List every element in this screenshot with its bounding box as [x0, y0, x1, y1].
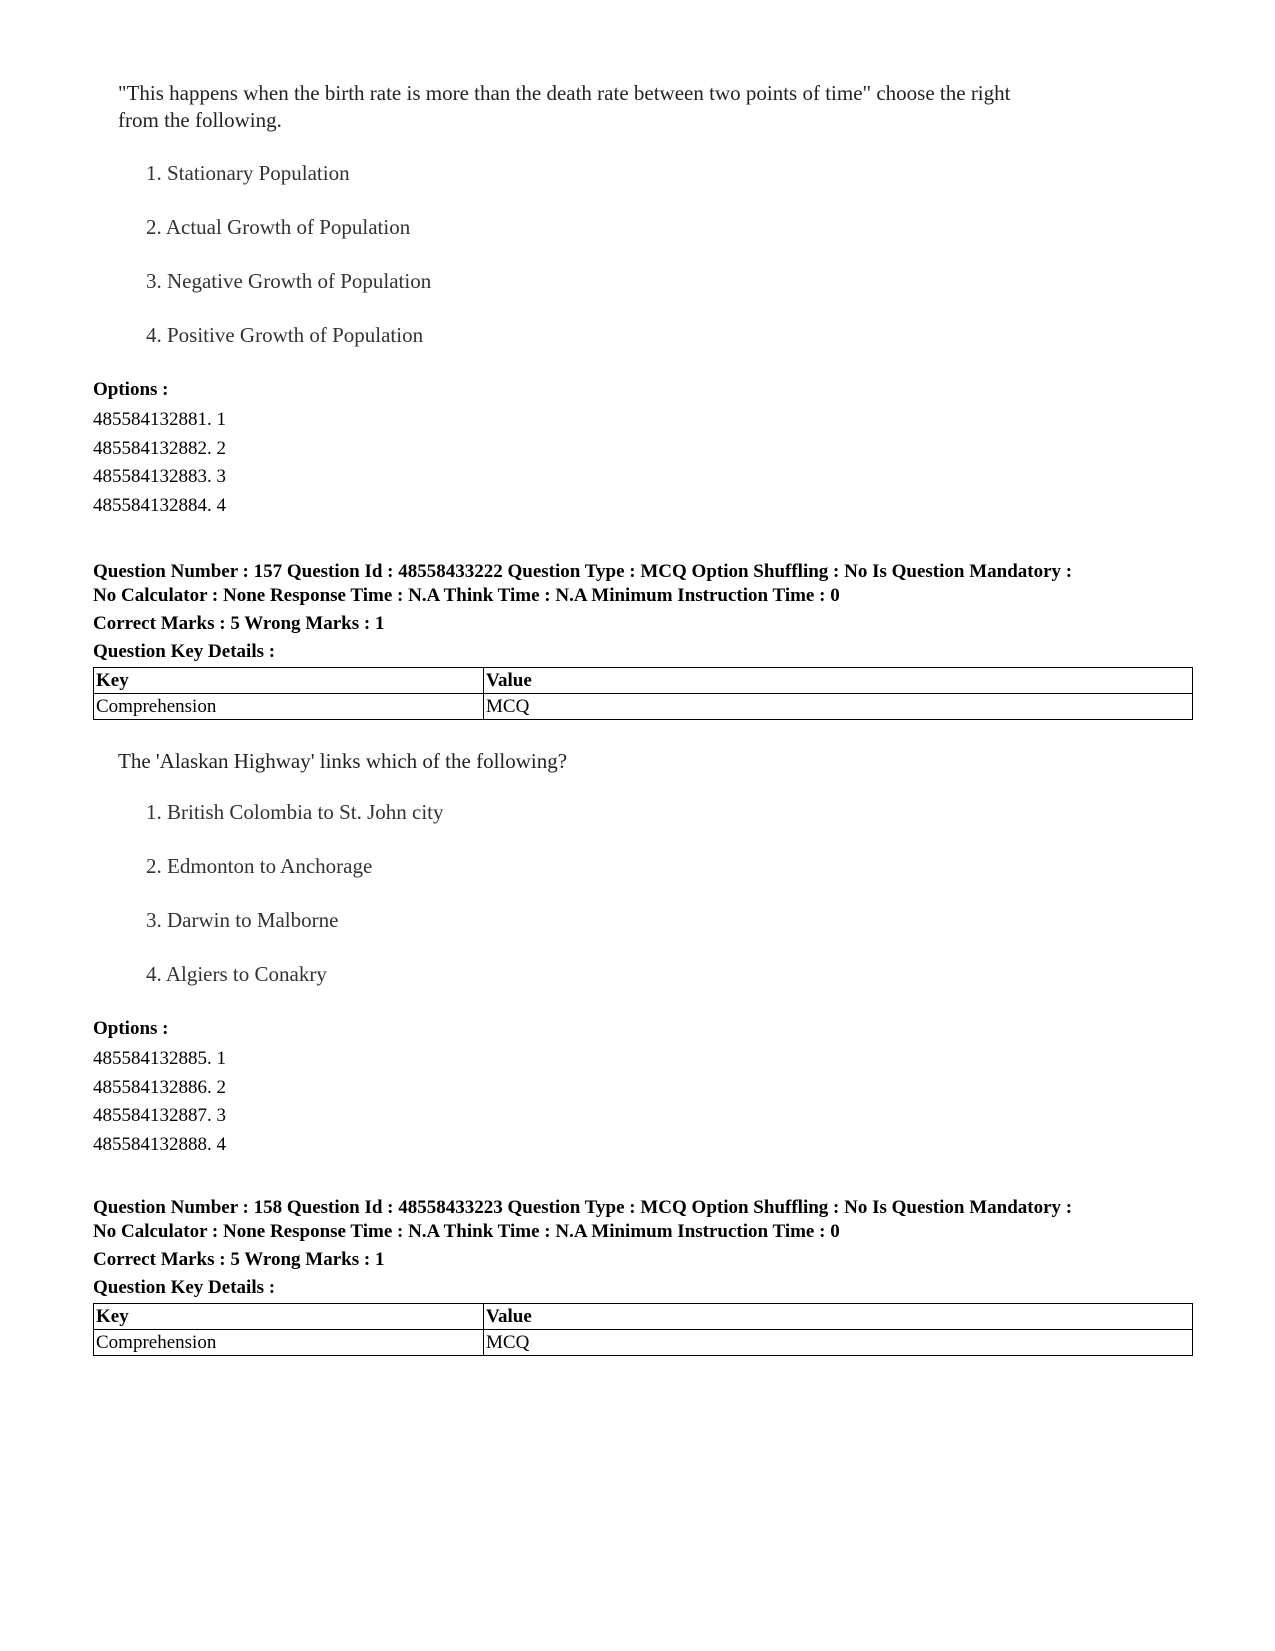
options-label: Options :	[93, 1018, 169, 1039]
question-156-choices	[146, 160, 431, 376]
meta-line: Question Number : 157 Question Id : 48558433222 Question Type : MCQ Option Shuffling : No Is Question Mandatory :	[93, 561, 1073, 582]
meta-line: No Calculator : None Response Time : N.A Think Time : N.A Minimum Instruction Time : 0	[93, 1221, 840, 1242]
table-row	[94, 694, 1193, 720]
option-id: 485584132888. 4	[93, 1133, 226, 1155]
question-158-meta	[93, 1196, 1203, 1244]
header-value: Value	[484, 1304, 1193, 1330]
choice-item: 1. Stationary Population	[146, 161, 350, 185]
question-158-marks: Correct Marks : 5 Wrong Marks : 1	[93, 1249, 385, 1270]
header-key: Key	[94, 1304, 484, 1330]
option-id: 485584132882. 2	[93, 437, 226, 459]
question-157-marks: Correct Marks : 5 Wrong Marks : 1	[93, 613, 385, 634]
choice-item: 4. Algiers to Conakry	[146, 962, 327, 986]
options-label: Options :	[93, 379, 169, 400]
question-156-options	[93, 406, 226, 520]
cell-key: Comprehension	[94, 694, 484, 720]
table-row	[94, 1330, 1193, 1356]
question-key-details-label: Question Key Details :	[93, 1277, 276, 1298]
header-key: Key	[94, 668, 484, 694]
question-157-choices	[146, 799, 444, 1015]
question-157-text: The 'Alaskan Highway' links which of the following?	[118, 749, 568, 773]
option-id: 485584132887. 3	[93, 1105, 226, 1126]
question-157-key-table	[93, 667, 1193, 720]
choice-item: 3. Darwin to Malborne	[146, 908, 339, 932]
option-id: 485584132883. 3	[93, 466, 226, 487]
question-156-text	[118, 80, 1128, 134]
choice-item: 2. Edmonton to Anchorage	[146, 854, 373, 878]
table-header-row	[94, 1304, 1193, 1330]
question-key-details-label: Question Key Details :	[93, 641, 276, 662]
question-text-line: from the following.	[118, 108, 282, 132]
question-157-meta	[93, 560, 1203, 608]
header-value: Value	[484, 668, 1193, 694]
choice-item: 1. British Colombia to St. John city	[146, 800, 444, 824]
option-id: 485584132885. 1	[93, 1048, 226, 1069]
table-header-row	[94, 668, 1193, 694]
meta-line: Question Number : 158 Question Id : 48558433223 Question Type : MCQ Option Shuffling : No Is Question Mandatory :	[93, 1197, 1073, 1218]
cell-key: Comprehension	[94, 1330, 484, 1356]
cell-value: MCQ	[484, 1330, 1193, 1356]
option-id: 485584132881. 1	[93, 409, 226, 430]
choice-item: 2. Actual Growth of Population	[146, 215, 411, 239]
question-text-line: "This happens when the birth rate is more than the death rate between two points of time" choose the right	[118, 81, 1011, 105]
option-id: 485584132884. 4	[93, 494, 226, 516]
meta-line: No Calculator : None Response Time : N.A Think Time : N.A Minimum Instruction Time : 0	[93, 585, 840, 606]
question-157-options	[93, 1045, 226, 1159]
choice-item: 4. Positive Growth of Population	[146, 323, 424, 347]
question-158-key-table	[93, 1303, 1193, 1356]
choice-item: 3. Negative Growth of Population	[146, 269, 432, 293]
cell-value: MCQ	[484, 694, 1193, 720]
option-id: 485584132886. 2	[93, 1076, 226, 1098]
